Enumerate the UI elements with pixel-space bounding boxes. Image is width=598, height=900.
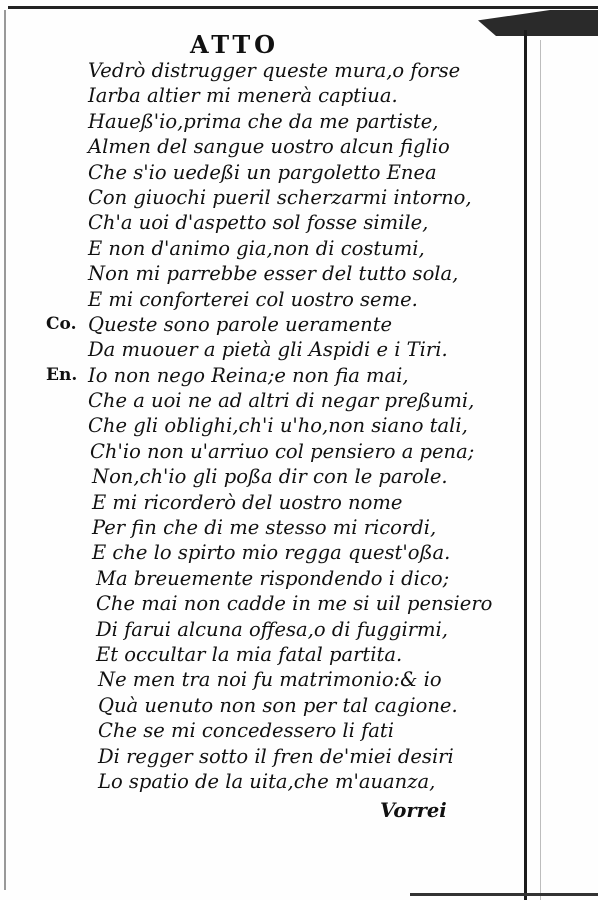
verse-line <box>0 388 520 413</box>
verse-line <box>0 185 520 210</box>
speaker-label: Co. <box>46 313 77 334</box>
verse-line <box>0 667 520 692</box>
verse-line <box>0 287 520 312</box>
verse-line <box>0 490 520 515</box>
speaker-label: En. <box>46 364 78 385</box>
corner-binding-shadow <box>478 10 598 36</box>
verse-line <box>0 464 520 489</box>
verse-text: Di farui alcuna offesa,o di fuggirmi, <box>96 617 448 641</box>
verse-line <box>0 439 520 464</box>
verse-text: E mi conforterei col uostro seme. <box>88 287 418 311</box>
verse-line <box>0 109 520 134</box>
verse-line <box>0 718 520 743</box>
verse-line <box>0 591 520 616</box>
verse-line <box>0 236 520 261</box>
verse-text: Queste sono parole ueramente <box>88 312 393 336</box>
verse-text: Iarba altier mi menerà captiua. <box>88 84 398 108</box>
verse-line <box>0 744 520 769</box>
verse-text: Non,ch'io gli poßa dir con le parole. <box>92 465 448 489</box>
verse-text: Da muouer a pietà gli Aspidi e i Tiri. <box>88 338 448 362</box>
verse-text: Ch'io non u'arriuo col pensiero a pena; <box>90 439 475 463</box>
verse-text: Vedrò distrugger queste mura,o forse <box>88 59 461 82</box>
catchword: Vorrei <box>380 799 447 822</box>
verse-text: Che s'io uedeßi un pargoletto Enea <box>88 160 437 184</box>
verse-line <box>0 642 520 667</box>
verse-text: Almen del sangue uostro alcun figlio <box>88 135 450 159</box>
verse-text: E mi ricorderò del uostro nome <box>92 490 403 514</box>
verse-text: Che a uoi ne ad altri di negar preßumi, <box>88 389 475 413</box>
verse-text: E non d'animo gia,non di costumi, <box>88 236 425 260</box>
top-edge-shadow <box>8 6 598 9</box>
verse-text: Ma breuemente rispondendo i dico; <box>96 566 450 590</box>
verse-text: Che se mi concedessero li fati <box>98 719 394 743</box>
bottom-edge-shadow <box>410 893 598 896</box>
verse-line <box>0 540 520 565</box>
verse-text: Ch'a uoi d'aspetto sol fosse simile, <box>88 211 429 235</box>
running-head: ATTO <box>190 30 280 59</box>
verse-line <box>0 617 520 642</box>
verse-text: E che lo spirto mio regga quest'oßa. <box>92 541 451 565</box>
verse-text-block <box>0 58 520 794</box>
verse-text: Con giuochi pueril scherzarmi intorno, <box>88 185 472 209</box>
verse-line <box>0 363 520 388</box>
verse-text: Haueß'io,prima che da me partiste, <box>88 109 439 133</box>
gutter-fold <box>540 40 541 900</box>
verse-line <box>0 261 520 286</box>
verse-text: Io non nego Reina;e non fia mai, <box>88 363 409 387</box>
verse-text: Et occultar la mia fatal partita. <box>96 642 403 666</box>
verse-line <box>0 693 520 718</box>
verse-text: Lo spatio de la uita,che m'auanza, <box>98 769 436 793</box>
verse-text: Non mi parrebbe esser del tutto sola, <box>88 262 459 286</box>
verse-line <box>0 160 520 185</box>
verse-line <box>0 337 520 362</box>
verse-line <box>0 83 520 108</box>
verse-text: Quà uenuto non son per tal cagione. <box>98 693 458 717</box>
verse-line <box>0 210 520 235</box>
verse-text: Per fin che di me stesso mi ricordi, <box>92 516 437 540</box>
verse-line <box>0 134 520 159</box>
verse-line <box>0 769 520 794</box>
gutter-edge <box>524 30 527 900</box>
verse-text: Che mai non cadde in me si uil pensiero <box>96 592 493 616</box>
verse-text: Che gli oblighi,ch'i u'ho,non siano tali, <box>88 414 468 438</box>
verse-line <box>0 566 520 591</box>
verse-text: Ne men tra noi fu matrimonio:& io <box>98 668 442 692</box>
verse-line <box>0 312 520 337</box>
verse-line <box>0 515 520 540</box>
verse-line <box>0 58 520 83</box>
verse-line <box>0 413 520 438</box>
verse-text: Di regger sotto il fren de'miei desiri <box>98 744 454 768</box>
